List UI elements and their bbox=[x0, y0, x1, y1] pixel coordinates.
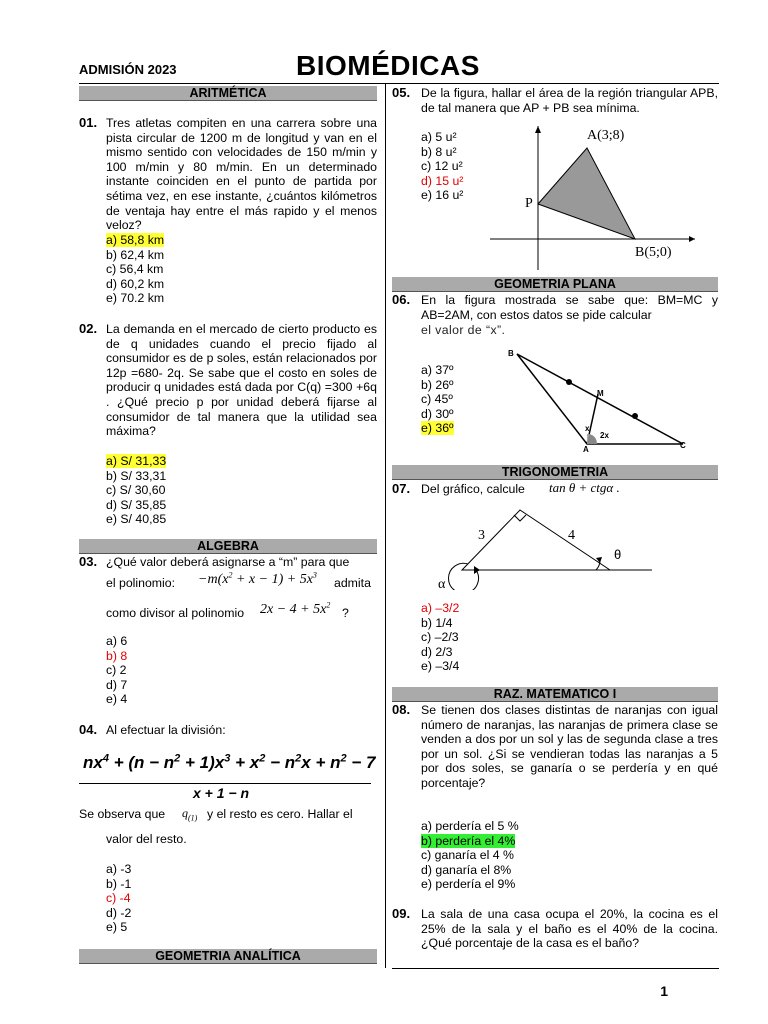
label-c: C bbox=[680, 441, 686, 450]
answer-option: d) 60,2 km bbox=[106, 276, 165, 291]
answer-option: d) S/ 35,85 bbox=[106, 497, 167, 512]
answer-option: b) perdería el 4% bbox=[421, 833, 516, 848]
question-03-line3-end: ? bbox=[342, 606, 349, 620]
question-number: 01. bbox=[79, 115, 98, 130]
question-04-line-b: y el resto es cero. Hallar el bbox=[207, 807, 353, 821]
header-divider bbox=[79, 83, 719, 84]
answer-option: e) 4 bbox=[106, 692, 128, 707]
x-axis-arrow bbox=[689, 236, 695, 242]
answer-option: e) 5 bbox=[106, 920, 128, 935]
question-02-text: La demanda en el mercado de cierto producto es de q unidades cuando el precio fijado al consumidor es de p soles, están relacionados por 12p =680- 2q. Se sabe que el costo en soles de producir q unidades está dada por C(q) =300 +6q . ¿Qué precio p por unidad deberá fijarse al consumidor de tal manera que la utilidad sea máxima? bbox=[106, 322, 377, 439]
answer-option: a) 37º bbox=[421, 363, 454, 377]
midpoint-mark bbox=[566, 379, 572, 385]
answer-option: c) 45º bbox=[421, 392, 453, 407]
quotient-symbol: $q_{(1)}$ bbox=[182, 806, 198, 823]
question-04-options bbox=[106, 862, 131, 935]
question-06-text2: el valor de “x”. bbox=[421, 323, 506, 337]
answer-option: e) 16 u² bbox=[421, 188, 464, 203]
section-algebra: ALGEBRA bbox=[79, 539, 377, 554]
answer-option: d) 15 u² bbox=[421, 173, 464, 188]
answer-option: a) –3/2 bbox=[421, 601, 460, 615]
label-p: P bbox=[525, 196, 533, 211]
question-04-line-c: valor del resto. bbox=[106, 832, 187, 846]
label-theta: θ bbox=[614, 547, 622, 562]
page-number: 1 bbox=[660, 983, 668, 999]
question-09-text: La sala de una casa ocupa el 20%, la cocina es el 25% de la sala y el baño es el 40% de la cocina. ¿Qué porcentaje de la casa es el baño? bbox=[421, 907, 718, 951]
answer-option: d) 7 bbox=[106, 677, 128, 692]
answer-option: d) 2/3 bbox=[421, 644, 453, 659]
question-07-text: Del gráfico, calcule bbox=[421, 482, 525, 496]
answer-option: d) -2 bbox=[106, 905, 132, 920]
answer-option: b) -1 bbox=[106, 876, 132, 891]
right-angle-mark bbox=[514, 515, 526, 521]
answer-option: c) 2 bbox=[106, 663, 127, 678]
label-three: 3 bbox=[478, 528, 485, 543]
label-x: x bbox=[585, 424, 590, 433]
answer-option: b) 26º bbox=[421, 377, 454, 392]
division-numerator: $nx^4 + (n - n^2 + 1)x^3 + x^2 - n^2x + n^2 - 7$ bbox=[83, 752, 376, 772]
answer-option: b) 1/4 bbox=[421, 615, 453, 630]
polynomial-expression: $-m(x^2 + x - 1) + 5x^3$ bbox=[198, 570, 317, 587]
triangle-apb-figure bbox=[490, 122, 718, 272]
answer-option: a) perdería el 5 % bbox=[421, 819, 519, 833]
label-b: B bbox=[508, 349, 514, 358]
y-axis-arrow bbox=[535, 126, 541, 133]
column-divider bbox=[385, 84, 386, 968]
question-number: 03. bbox=[79, 554, 98, 569]
question-03-line2-end: admita bbox=[334, 576, 371, 590]
question-03-options bbox=[106, 634, 127, 707]
answer-option: e) 36º bbox=[421, 421, 454, 436]
answer-option: c) 12 u² bbox=[421, 159, 463, 174]
question-number: 05. bbox=[392, 85, 411, 100]
triangle-abc-figure bbox=[505, 344, 695, 454]
answer-option: c) 56,4 km bbox=[106, 262, 164, 277]
midpoint-mark bbox=[632, 413, 638, 419]
label-a: A(3;8) bbox=[587, 128, 625, 143]
question-number: 04. bbox=[79, 722, 98, 737]
answer-option: b) 8 bbox=[106, 648, 128, 663]
section-aritmetica: ARITMÉTICA bbox=[79, 86, 377, 101]
answer-option: e) 70.2 km bbox=[106, 291, 165, 306]
question-03-line1: ¿Qué valor deberá asignarse a “m” para que bbox=[106, 555, 350, 569]
question-number: 08. bbox=[392, 702, 411, 717]
question-05-text: De la figura, hallar el área de la región triangular APB, de tal manera que AP + PB sea mínima. bbox=[421, 86, 718, 115]
answer-option: b) 62,4 km bbox=[106, 247, 165, 262]
question-number: 06. bbox=[392, 292, 411, 307]
question-02-options bbox=[106, 454, 166, 527]
question-01-text: Tres atletas compiten en una carrera sobre una pista circular de 1200 m de longitud y van en el mismo sentido con velocidades de 150 m/min y 100 m/min y 80 m/min. En un determinado instante coinciden en el punto de partida por sétima vez, en ese instante, ¿cuántos kilómetros de ventaja hay entre el más rapido y el menos veloz? bbox=[106, 116, 377, 233]
question-08-options bbox=[421, 819, 519, 892]
question-03-line2-label: el polinomio: bbox=[106, 576, 176, 590]
label-m: M bbox=[597, 389, 604, 398]
answer-option: c) –2/3 bbox=[421, 630, 459, 645]
section-raz-matematico: RAZ. MATEMATICO I bbox=[392, 687, 718, 702]
answer-option: c) S/ 30,60 bbox=[106, 483, 166, 498]
question-number: 07. bbox=[392, 481, 411, 496]
trig-figure bbox=[430, 500, 660, 590]
answer-option: d) ganaría el 8% bbox=[421, 862, 512, 877]
answer-option: c) -4 bbox=[106, 891, 131, 906]
answer-option: c) ganaría el 4 % bbox=[421, 848, 514, 863]
division-denominator: x + 1 − n bbox=[193, 785, 250, 801]
admission-label: ADMISIÓN 2023 bbox=[79, 62, 177, 77]
answer-option: a) -3 bbox=[106, 862, 132, 876]
answer-option: a) 5 u² bbox=[421, 130, 457, 144]
question-08-text: Se tienen dos clases distintas de naranjas con igual número de naranjas, las naranjas de primera clase se venden a dos por un sol y las de segunda clase a tres por un sol. ¿Si se vendieran todas las naranjas a 5 por dos soles, se ganaría o se perdería y en qué porcentaje? bbox=[421, 703, 718, 790]
answer-option: e) S/ 40,85 bbox=[106, 512, 167, 527]
section-geometria-analitica: GEOMETRIA ANALÍTICA bbox=[79, 949, 377, 964]
label-a: A bbox=[583, 445, 589, 454]
question-number: 02. bbox=[79, 321, 98, 336]
answer-option: b) S/ 33,31 bbox=[106, 468, 167, 483]
label-2x: 2x bbox=[600, 431, 609, 440]
bottom-divider bbox=[392, 968, 719, 969]
page-title: BIOMÉDICAS bbox=[296, 50, 480, 81]
question-07-formula: tan θ + ctgα . bbox=[549, 480, 620, 495]
question-04-text: Al efectuar la división: bbox=[106, 723, 226, 737]
question-06-options bbox=[421, 363, 454, 436]
label-alpha: α bbox=[438, 577, 446, 590]
answer-option: a) S/ 31,33 bbox=[106, 454, 167, 468]
question-07-options bbox=[421, 601, 459, 674]
divisor-expression: $2x - 4 + 5x^2$ bbox=[260, 600, 331, 617]
question-05-options bbox=[421, 130, 463, 203]
answer-option: e) –3/4 bbox=[421, 659, 460, 674]
question-04-line-a: Se observa que bbox=[79, 807, 166, 821]
question-number: 09. bbox=[392, 906, 411, 921]
question-06-text: En la figura mostrada se sabe que: BM=MC y AB=2AM, con estos datos se pide calcular bbox=[421, 293, 718, 322]
label-b: B(5;0) bbox=[635, 245, 672, 260]
answer-option: d) 30º bbox=[421, 406, 454, 421]
answer-option: a) 6 bbox=[106, 634, 128, 648]
question-01-options bbox=[106, 233, 164, 306]
answer-option: a) 58,8 km bbox=[106, 233, 165, 247]
section-geometria-plana: GEOMETRIA PLANA bbox=[392, 277, 718, 292]
answer-option: b) 8 u² bbox=[421, 144, 457, 159]
fraction-bar bbox=[79, 783, 371, 784]
answer-option: e) perdería el 9% bbox=[421, 877, 516, 892]
label-four: 4 bbox=[568, 528, 575, 543]
question-03-line3-label: como divisor al polinomio bbox=[106, 606, 245, 620]
triangle-apb bbox=[538, 148, 635, 239]
section-trigonometria: TRIGONOMETRIA bbox=[392, 465, 718, 480]
